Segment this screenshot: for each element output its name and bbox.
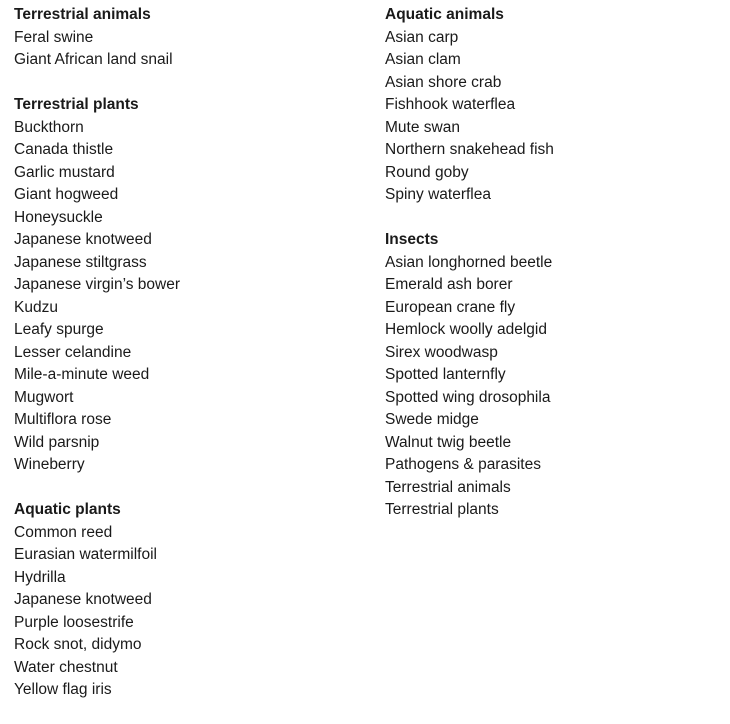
- list-item: Terrestrial animals: [385, 478, 511, 496]
- list-item: Fishhook waterflea: [385, 96, 516, 113]
- section-heading: Terrestrial plants: [14, 96, 139, 113]
- left-column: [14, 4, 354, 724]
- section-insects: [385, 229, 725, 522]
- list-item: Feral swine: [14, 28, 94, 46]
- section-aquatic-animals: [385, 4, 725, 207]
- list-item: Garlic mustard: [14, 163, 115, 181]
- list-item: Mugwort: [14, 388, 74, 406]
- list-item: Giant hogweed: [14, 186, 119, 203]
- list-item: Multiflora rose: [14, 411, 112, 428]
- list-item: Northern snakehead fish: [385, 141, 554, 158]
- list-item: Sirex woodwasp: [385, 343, 498, 361]
- section-terrestrial-animals: [14, 4, 354, 72]
- section-heading: Aquatic animals: [385, 6, 504, 23]
- list-item: Japanese stiltgrass: [14, 253, 147, 271]
- section-terrestrial-plants: [14, 94, 354, 477]
- list-item: Eurasian watermilfoil: [14, 546, 157, 563]
- list-item: Japanese knotweed: [14, 231, 152, 248]
- list-item: Asian clam: [385, 51, 461, 68]
- list-item: Mile-a-minute weed: [14, 366, 150, 383]
- list-item: Hydrilla: [14, 568, 66, 586]
- list-item: Hemlock woolly adelgid: [385, 321, 547, 338]
- list-item: Giant African land snail: [14, 51, 173, 68]
- right-column: [385, 4, 725, 544]
- list-item: Japanese knotweed: [14, 591, 152, 608]
- section-heading: Insects: [385, 231, 439, 248]
- list-item: Asian shore crab: [385, 73, 502, 91]
- list-item: Walnut twig beetle: [385, 433, 512, 451]
- list-item: Spiny waterflea: [385, 186, 491, 203]
- list-item: Yellow flag iris: [14, 681, 112, 698]
- list-item: Honeysuckle: [14, 208, 103, 226]
- section-heading: Aquatic plants: [14, 501, 121, 518]
- list-item: Kudzu: [14, 298, 58, 316]
- list-item: Asian carp: [385, 28, 459, 46]
- list-item: Leafy spurge: [14, 321, 104, 338]
- list-item: Common reed: [14, 523, 113, 541]
- list-item: Rock snot, didymo: [14, 636, 142, 653]
- list-item: Purple loosestrife: [14, 613, 134, 631]
- list-item: Asian longhorned beetle: [385, 253, 553, 271]
- list-item: Terrestrial plants: [385, 501, 499, 518]
- list-item: Buckthorn: [14, 118, 84, 136]
- list-item: Wild parsnip: [14, 433, 100, 451]
- section-heading: Terrestrial animals: [14, 6, 151, 23]
- list-item: Swede midge: [385, 411, 479, 428]
- list-item: Round goby: [385, 163, 469, 181]
- list-item: Spotted lanternfly: [385, 366, 506, 383]
- section-aquatic-plants: [14, 499, 354, 702]
- list-item: Spotted wing drosophila: [385, 388, 551, 406]
- list-item: Canada thistle: [14, 141, 114, 158]
- list-item: Water chestnut: [14, 658, 118, 676]
- list-item: Japanese virgin’s bower: [14, 276, 181, 293]
- list-item: Emerald ash borer: [385, 276, 513, 293]
- list-item: Pathogens & parasites: [385, 456, 541, 473]
- list-item: Mute swan: [385, 118, 460, 136]
- list-item: Wineberry: [14, 456, 85, 473]
- list-item: Lesser celandine: [14, 343, 132, 361]
- list-item: European crane fly: [385, 298, 516, 316]
